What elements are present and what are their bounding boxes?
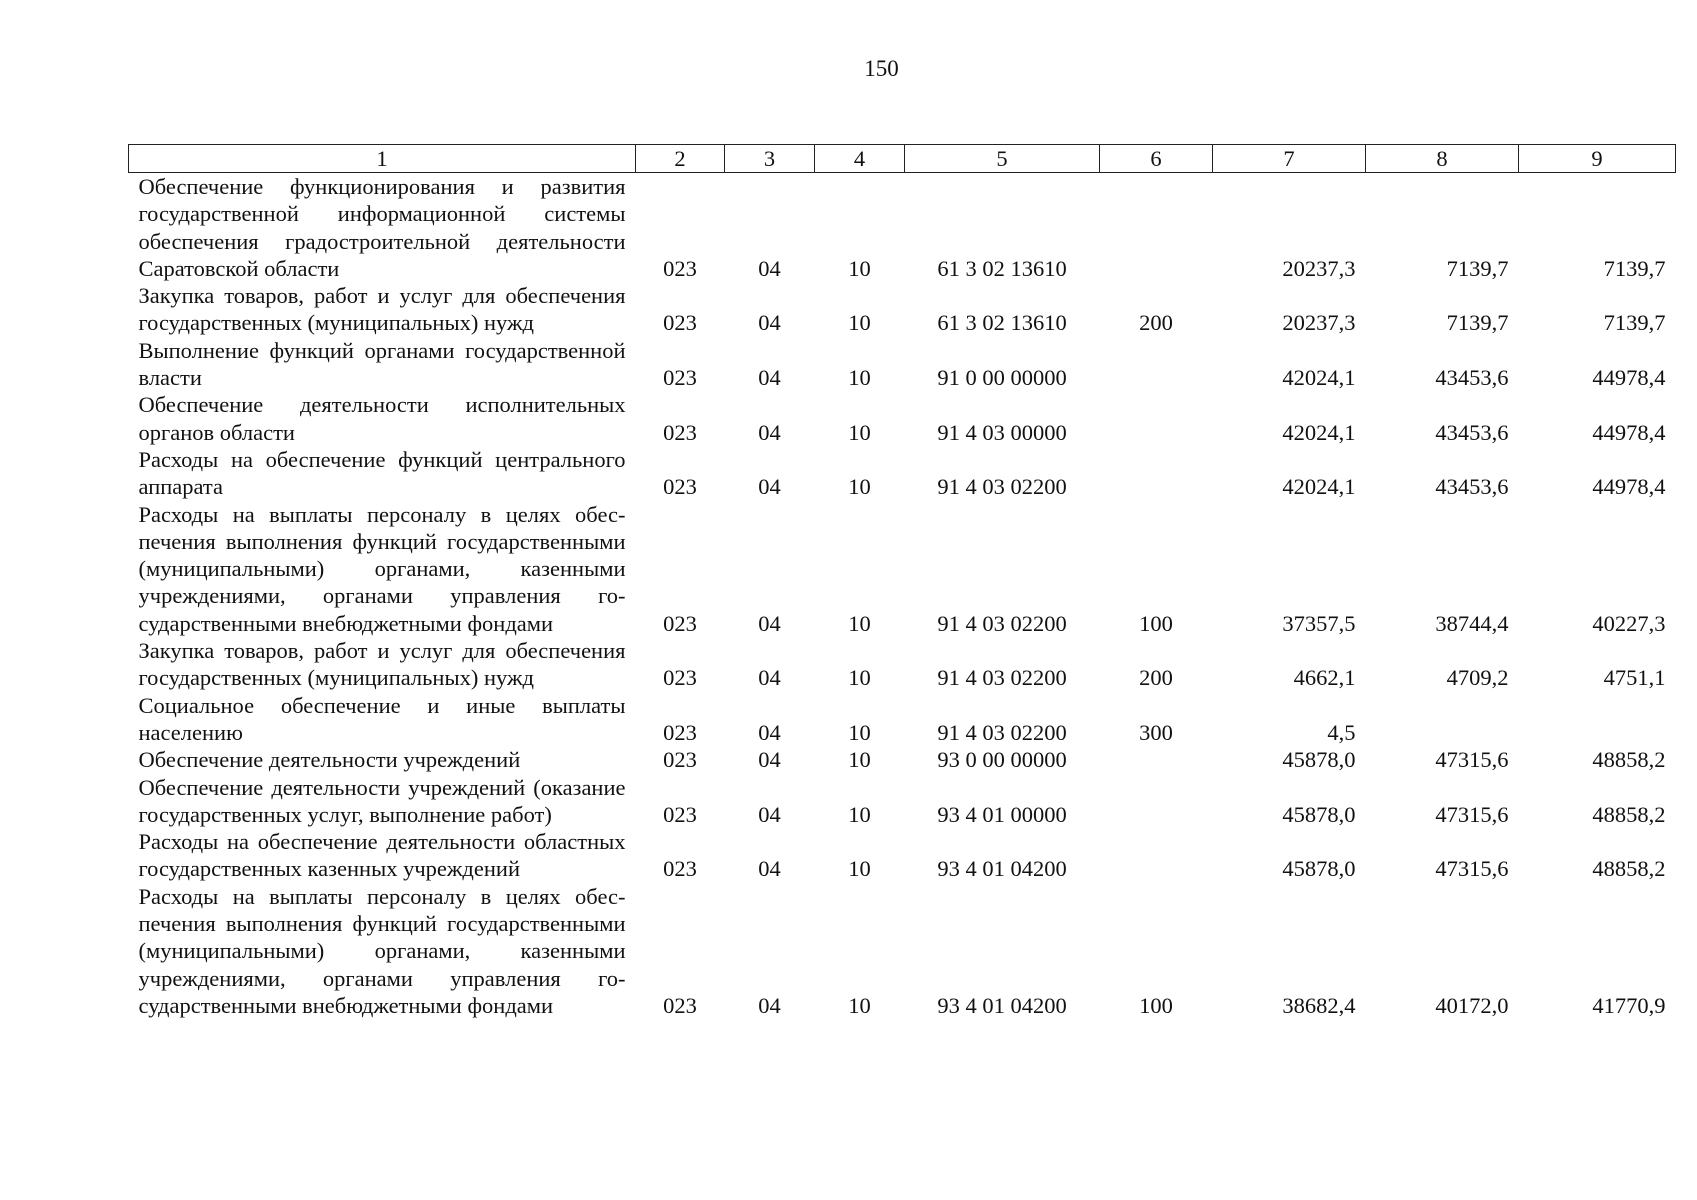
row-name: Обеспечение деятельности учреждений (оказание государственных услуг, выполнение работ): [138, 774, 626, 827]
row-amount-col-8: 40172,0: [1435, 992, 1509, 1018]
row-ministry-code: 023: [663, 419, 697, 445]
row-amount-col-7: 42024,1: [1282, 474, 1356, 500]
row-amount-col-7: 42024,1: [1282, 365, 1356, 391]
table-row: [129, 391, 1676, 446]
row-name: Обеспечение деятельности учреждений: [138, 747, 521, 773]
row-amount-col-7: 38682,4: [1282, 992, 1356, 1018]
row-amount-col-8: 4709,2: [1446, 665, 1509, 691]
row-amount-col-8: 43453,6: [1435, 474, 1509, 500]
row-expense-type: [1100, 774, 1213, 829]
row-section-code: 04: [758, 474, 781, 500]
table-row: [129, 282, 1676, 337]
row-target-article: 91 4 03 02200: [937, 474, 1067, 500]
row-subsection-code: 10: [848, 419, 871, 445]
row-amount-col-9: 48858,2: [1592, 747, 1666, 773]
row-ministry-code: 023: [663, 310, 697, 336]
row-subsection-code: 10: [848, 719, 871, 745]
row-amount-col-7: 4,5: [1327, 719, 1356, 745]
table-row: [129, 883, 1676, 1019]
header-col-3: 3: [725, 145, 815, 173]
row-expense-type: 200: [1139, 310, 1173, 336]
row-subsection-code: 10: [848, 474, 871, 500]
row-amount-col-8: 43453,6: [1435, 365, 1509, 391]
row-name: Социальное обеспечение и иные выплаты населению: [138, 692, 626, 745]
row-target-article: 93 4 01 04200: [937, 992, 1067, 1018]
row-subsection-code: 10: [848, 310, 871, 336]
row-subsection-code: 10: [848, 365, 871, 391]
row-amount-col-7: 20237,3: [1282, 310, 1356, 336]
row-section-code: 04: [758, 419, 781, 445]
row-target-article: 61 3 02 13610: [937, 310, 1067, 336]
table-row: [129, 337, 1676, 392]
row-expense-type: [1100, 746, 1213, 773]
row-amount-col-7: 45878,0: [1282, 801, 1356, 827]
row-expense-type: [1100, 337, 1213, 392]
row-expense-type: 300: [1139, 719, 1173, 745]
row-ministry-code: 023: [663, 856, 697, 882]
row-ministry-code: 023: [663, 747, 697, 773]
row-amount-col-7: 45878,0: [1282, 856, 1356, 882]
table-body: [129, 173, 1676, 1020]
table-row: [129, 446, 1676, 501]
table-row: [129, 692, 1676, 747]
header-col-8: 8: [1366, 145, 1519, 173]
row-amount-col-7: 45878,0: [1282, 747, 1356, 773]
row-section-code: 04: [758, 856, 781, 882]
header-col-5: 5: [905, 145, 1100, 173]
row-target-article: 93 0 00 00000: [937, 747, 1067, 773]
row-target-article: 61 3 02 13610: [937, 255, 1067, 281]
row-ministry-code: 023: [663, 719, 697, 745]
row-amount-col-7: 20237,3: [1282, 255, 1356, 281]
row-target-article: 91 4 03 00000: [937, 419, 1067, 445]
header-col-7: 7: [1213, 145, 1366, 173]
row-name: Закупка товаров, работ и услуг для обеспечения государственных (муниципальных) нужд: [138, 638, 626, 691]
row-target-article: 91 4 03 02200: [937, 719, 1067, 745]
row-ministry-code: 023: [663, 801, 697, 827]
table-row: [129, 637, 1676, 692]
header-col-9: 9: [1519, 145, 1676, 173]
row-subsection-code: 10: [848, 665, 871, 691]
row-amount-col-7: 42024,1: [1282, 419, 1356, 445]
row-target-article: 91 4 03 02200: [937, 665, 1067, 691]
row-amount-col-7: 4662,1: [1293, 665, 1356, 691]
row-target-article: 93 4 01 04200: [937, 856, 1067, 882]
table-row: [129, 746, 1676, 773]
row-amount-col-9: 44978,4: [1592, 365, 1666, 391]
table-header: [129, 145, 1676, 173]
row-name: Обеспечение функционирования и развития государственной информационной системы обеспечения градостроительной деятельности Саратовской области: [138, 174, 626, 281]
page-number: 150: [864, 56, 899, 81]
header-row: [129, 145, 1676, 173]
row-amount-col-8: 47315,6: [1435, 856, 1509, 882]
row-amount-col-8: 7139,7: [1446, 255, 1509, 281]
table-row: [129, 774, 1676, 829]
budget-table: [128, 144, 1676, 1019]
row-name: Выполнение функций органами государственной власти: [138, 337, 626, 391]
table-row: [129, 828, 1676, 883]
row-name: Расходы на обеспечение функций центрального аппарата: [138, 446, 626, 500]
row-expense-type: 100: [1139, 610, 1173, 636]
row-amount-col-9: 7139,7: [1603, 255, 1666, 281]
row-amount-col-8: 47315,6: [1435, 801, 1509, 827]
row-section-code: 04: [758, 365, 781, 391]
row-ministry-code: 023: [663, 365, 697, 391]
row-name: Обеспечение деятельности исполнительных органов области: [138, 392, 626, 445]
row-amount-col-9: 48858,2: [1592, 856, 1666, 882]
row-name: Расходы на выплаты персоналу в целях обеспечения выполнения функций государственными (муниципальными) органами, казенными учреждениями, органами управления государственными внебюджетными фондами: [138, 501, 626, 636]
row-amount-col-7: 37357,5: [1282, 610, 1356, 636]
header-col-1: 1: [129, 145, 636, 173]
row-ministry-code: 023: [663, 992, 697, 1018]
header-col-2: 2: [636, 145, 725, 173]
row-subsection-code: 10: [848, 747, 871, 773]
header-col-6: 6: [1100, 145, 1213, 173]
row-target-article: 93 4 01 00000: [937, 801, 1067, 827]
row-section-code: 04: [758, 310, 781, 336]
row-section-code: 04: [758, 747, 781, 773]
row-name: Закупка товаров, работ и услуг для обеспечения государственных (муниципальных) нужд: [138, 283, 626, 336]
row-amount-col-9: 4751,1: [1603, 665, 1666, 691]
row-section-code: 04: [758, 992, 781, 1018]
row-section-code: 04: [758, 610, 781, 636]
row-ministry-code: 023: [663, 610, 697, 636]
row-amount-col-9: [1519, 692, 1676, 747]
row-amount-col-9: 44978,4: [1592, 474, 1666, 500]
row-ministry-code: 023: [663, 255, 697, 281]
row-amount-col-8: 7139,7: [1446, 310, 1509, 336]
table-row: [129, 173, 1676, 283]
row-expense-type: 200: [1139, 665, 1173, 691]
row-subsection-code: 10: [848, 255, 871, 281]
row-subsection-code: 10: [848, 856, 871, 882]
table-row: [129, 501, 1676, 637]
row-expense-type: [1100, 828, 1213, 883]
row-name: Расходы на выплаты персоналу в целях обеспечения выполнения функций государственными (муниципальными) органами, казенными учреждениями, органами управления государственными внебюджетными фондами: [138, 883, 626, 1018]
row-ministry-code: 023: [663, 665, 697, 691]
row-expense-type: 100: [1139, 992, 1173, 1018]
row-subsection-code: 10: [848, 801, 871, 827]
row-amount-col-9: 7139,7: [1603, 310, 1666, 336]
row-subsection-code: 10: [848, 992, 871, 1018]
row-expense-type: [1100, 446, 1213, 501]
header-col-4: 4: [815, 145, 905, 173]
row-section-code: 04: [758, 665, 781, 691]
row-amount-col-9: 44978,4: [1592, 419, 1666, 445]
row-amount-col-8: [1366, 692, 1519, 747]
row-target-article: 91 4 03 02200: [937, 610, 1067, 636]
row-amount-col-9: 48858,2: [1592, 801, 1666, 827]
row-amount-col-9: 41770,9: [1592, 992, 1666, 1018]
row-amount-col-8: 47315,6: [1435, 747, 1509, 773]
row-name: Расходы на обеспечение деятельности областных государственных казенных учреждений: [138, 829, 626, 882]
row-section-code: 04: [758, 255, 781, 281]
row-amount-col-9: 40227,3: [1592, 610, 1666, 636]
row-subsection-code: 10: [848, 610, 871, 636]
row-section-code: 04: [758, 801, 781, 827]
row-expense-type: [1100, 173, 1213, 283]
row-amount-col-8: 38744,4: [1435, 610, 1509, 636]
row-target-article: 91 0 00 00000: [937, 365, 1067, 391]
row-section-code: 04: [758, 719, 781, 745]
row-amount-col-8: 43453,6: [1435, 419, 1509, 445]
row-ministry-code: 023: [663, 474, 697, 500]
row-expense-type: [1100, 391, 1213, 446]
